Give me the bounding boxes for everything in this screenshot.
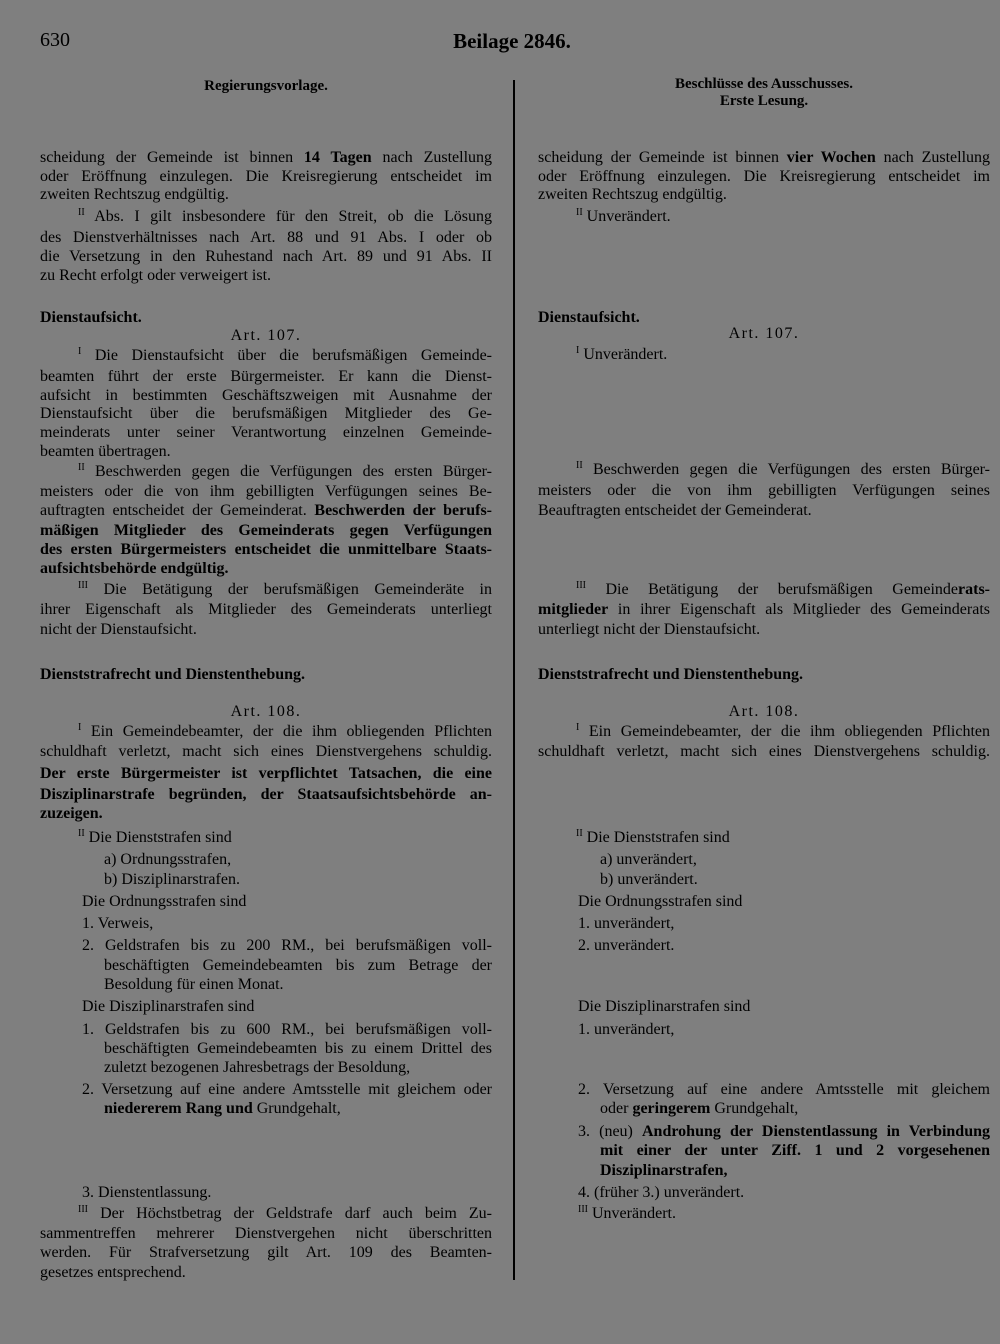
line-text: nach Zustellung — [371, 149, 493, 166]
line-text: in ihrer Eigenschaft als Mitglieder des Gemeinderats — [608, 601, 990, 618]
bold-text: Beschwerden der berufs- — [314, 502, 492, 519]
text-line — [78, 580, 492, 600]
text-line: zweiten Rechtszug endgültig. — [538, 186, 727, 203]
article-number: Art. 107. — [230, 327, 302, 344]
list-item: a) unverändert, — [600, 851, 697, 868]
text-line: des Dienstverhältnisses nach Art. 88 und 91 Abs. I oder ob — [40, 229, 492, 246]
page-number: 630 — [40, 29, 70, 51]
section-heading: Dienstaufsicht. — [40, 309, 142, 326]
text-line: beamten führt der erste Bürgermeister. Er kann die Dienst- — [40, 368, 492, 385]
text-line: aufsicht in bestimmten Geschäftszweigen mit Ausnahme der — [40, 387, 492, 404]
text-line: meisters oder die von ihm gebilligten Verfügungen seines Be- — [40, 483, 492, 500]
page-title: Beilage 2846. — [453, 29, 571, 53]
text-line: Die Disziplinarstrafen sind — [82, 998, 255, 1015]
paragraph-number: I — [78, 722, 82, 733]
line-text: Unverändert. — [582, 208, 671, 225]
text-line — [78, 207, 492, 227]
text-line — [576, 345, 990, 365]
text-line: Die Disziplinarstrafen sind — [578, 998, 751, 1015]
paragraph-number: III — [78, 580, 88, 591]
text-line: unterliegt nicht der Dienstaufsicht. — [538, 621, 761, 638]
text-line: zweiten Rechtszug endgültig. — [40, 186, 229, 203]
bold-text-line: mäßigen Mitglieder des Gemeinderats gegen Verfügungen — [40, 522, 492, 539]
list-item: 2. Versetzung auf eine andere Amtsstelle mit gleichem oder — [82, 1081, 492, 1098]
text-line: zu Recht erfolgt oder verweigert ist. — [40, 267, 272, 284]
article-number: Art. 107. — [728, 325, 800, 342]
line-text: oder — [600, 1100, 633, 1117]
text-line: zuletzt bezogenen Jahresbetrags der Besoldung, — [104, 1059, 411, 1076]
text-line — [78, 1204, 492, 1224]
list-item: 1. unverändert, — [578, 915, 675, 932]
text-line: Die Ordnungsstrafen sind — [82, 893, 247, 910]
text-line: ihrer Eigenschaft als Mitglieder des Gemeinderats unterliegt — [40, 601, 492, 618]
list-item: 1. Geldstrafen bis zu 600 RM., bei berufsmäßigen voll- — [82, 1021, 492, 1038]
text-line — [78, 722, 492, 742]
line-text: Ein Gemeindebeamter, der die ihm obliegenden Pflichten — [579, 723, 990, 740]
text-line — [576, 722, 990, 742]
right-column-subheading: Erste Lesung. — [719, 93, 809, 109]
bold-text: geringerem — [632, 1100, 711, 1117]
text-line: beamten übertragen. — [40, 443, 171, 460]
bold-text: Androhung der Dienstentlassung in Verbindung — [642, 1123, 990, 1140]
line-text: Abs. I gilt insbesondere für den Streit, ob die Lösung — [84, 208, 492, 225]
paragraph-number: I — [576, 722, 580, 733]
text-line — [576, 207, 990, 227]
text-line — [576, 580, 990, 600]
paragraph-number: III — [576, 580, 586, 591]
line-text: Die Dienststrafen sind — [84, 829, 232, 846]
list-item — [578, 1122, 990, 1142]
paragraph-number: I — [78, 346, 82, 357]
text-line: meinderats unter seiner Verantwortung einzelnen Gemeinde- — [40, 424, 492, 441]
paragraph-number: II — [576, 460, 583, 471]
paragraph-number: I — [576, 345, 580, 356]
paragraph-number: II — [78, 828, 85, 839]
list-item: b) unverändert. — [600, 871, 698, 888]
line-text: Die Betätigung der berufsmäßigen Gemeinde — [586, 581, 959, 598]
list-item: 2. unverändert. — [578, 937, 675, 954]
line-text: Die Dienstaufsicht über die berufsmäßigen Gemeinde- — [81, 347, 492, 364]
section-heading: Dienststrafrecht und Dienstenthebung. — [538, 666, 804, 683]
line-text: Unverändert. — [579, 346, 668, 363]
text-line: sammentreffen mehrerer Dienstvergehen nicht überschritten — [40, 1225, 492, 1242]
list-item: 2. Geldstrafen bis zu 200 RM., bei berufsmäßigen voll- — [82, 937, 492, 954]
text-line: die Versetzung in den Ruhestand nach Art. 89 und 91 Abs. II — [40, 248, 492, 265]
line-text: Grundgehalt, — [252, 1100, 341, 1117]
text-line: Dienstaufsicht über die berufsmäßigen Mitglieder des Ge- — [40, 405, 492, 422]
line-text: Beschwerden gegen die Verfügungen des ersten Bürger- — [582, 461, 990, 478]
text-line: meisters oder die von ihm gebilligten Verfügungen seines — [538, 482, 990, 499]
article-number: Art. 108. — [230, 703, 302, 720]
column-divider — [513, 80, 515, 1280]
line-text: Grundgehalt, — [710, 1100, 799, 1117]
bold-text: vier Wochen — [786, 149, 876, 166]
list-item: 2. Versetzung auf eine andere Amtsstelle mit gleichem — [578, 1081, 990, 1098]
text-line: Besoldung für einen Monat. — [104, 976, 284, 993]
list-item: 1. Verweis, — [82, 915, 154, 932]
list-item: 3. Dienstentlassung. — [82, 1184, 212, 1201]
paragraph-number: II — [78, 462, 85, 473]
text-line — [78, 346, 492, 366]
paragraph-number: II — [576, 828, 583, 839]
line-text: Beschwerden gegen die Verfügungen des ersten Bürger- — [84, 463, 492, 480]
section-heading: Dienstaufsicht. — [538, 309, 640, 326]
text-line — [40, 501, 492, 521]
line-text: scheidung der Gemeinde ist binnen — [40, 149, 304, 166]
text-line: oder Eröffnung einzulegen. Die Kreisregierung entscheidet im — [538, 168, 990, 185]
text-line: beschäftigten Gemeindebeamten bis zu einem Drittel des — [104, 1040, 492, 1057]
line-text: Ein Gemeindebeamter, der die ihm obliegenden Pflichten — [81, 723, 492, 740]
paragraph-number: III — [578, 1204, 588, 1215]
paragraph-number: II — [576, 207, 583, 218]
bold-text-line: aufsichtsbehörde endgültig. — [40, 560, 229, 577]
list-item: b) Disziplinarstrafen. — [104, 871, 240, 888]
bold-text: rats- — [958, 581, 990, 598]
text-line: oder Eröffnung einzulegen. Die Kreisregierung entscheidet im — [40, 168, 492, 185]
bold-text-line: Disziplinarstrafe begründen, der Staatsaufsichtsbehörde an- — [40, 786, 492, 803]
text-line — [78, 462, 492, 482]
paragraph-number: III — [78, 1204, 88, 1215]
text-line — [576, 460, 990, 480]
line-text: 3. (neu) — [578, 1123, 642, 1140]
line-text: Die Betätigung der berufsmäßigen Gemeinderäte in — [88, 581, 492, 598]
line-text: Unverändert. — [588, 1205, 676, 1222]
text-line: schuldhaft verletzt, macht sich eines Dienstvergehens schuldig. — [538, 743, 990, 760]
bold-text-line: Disziplinarstrafen, — [600, 1162, 728, 1179]
text-line — [104, 1099, 492, 1119]
text-line — [600, 1099, 990, 1119]
text-line: Die Ordnungsstrafen sind — [578, 893, 743, 910]
left-column-heading: Regierungsvorlage. — [204, 78, 328, 94]
text-line — [576, 828, 990, 848]
text-line — [40, 148, 492, 168]
line-text: scheidung der Gemeinde ist binnen — [538, 149, 787, 166]
right-column-heading: Beschlüsse des Ausschusses. — [675, 76, 853, 92]
text-line — [538, 148, 990, 168]
text-line: schuldhaft verletzt, macht sich eines Dienstvergehens schuldig. — [40, 743, 492, 760]
text-line: nicht der Dienstaufsicht. — [40, 621, 197, 638]
bold-text: 14 Tagen — [303, 149, 372, 166]
text-line: werden. Für Strafversetzung gilt Art. 109 des Beamten- — [40, 1244, 492, 1261]
line-text: Die Dienststrafen sind — [582, 829, 730, 846]
text-line — [538, 600, 990, 620]
paragraph-number: II — [78, 207, 85, 218]
text-line — [578, 1204, 990, 1224]
line-text: Der Höchstbetrag der Geldstrafe darf auch beim Zu- — [88, 1205, 492, 1222]
section-heading: Dienststrafrecht und Dienstenthebung. — [40, 666, 306, 683]
bold-text: niedererem Rang und — [104, 1100, 253, 1117]
line-text: nach Zustellung — [875, 149, 991, 166]
bold-text-line: mit einer der unter Ziff. 1 und 2 vorgesehenen — [600, 1142, 990, 1159]
bold-text-line: zuzeigen. — [40, 805, 103, 822]
text-line: gesetzes entsprechend. — [40, 1264, 186, 1281]
text-line: Beauftragten entscheidet der Gemeinderat. — [538, 502, 812, 519]
text-line: beschäftigten Gemeindebeamten bis zum Betrage der — [104, 957, 492, 974]
text-line — [78, 828, 492, 848]
bold-text-line: Der erste Bürgermeister ist verpflichtet Tatsachen, die eine — [40, 765, 492, 782]
list-item: 1. unverändert, — [578, 1021, 675, 1038]
list-item: 4. (früher 3.) unverändert. — [578, 1184, 745, 1201]
article-number: Art. 108. — [728, 703, 800, 720]
list-item: a) Ordnungsstrafen, — [104, 851, 232, 868]
bold-text-line: des ersten Bürgermeisters entscheidet die unmittelbare Staats- — [40, 541, 492, 558]
line-text: auftragten entscheidet der Gemeinderat. — [40, 502, 315, 519]
bold-text: mitglieder — [538, 601, 609, 618]
